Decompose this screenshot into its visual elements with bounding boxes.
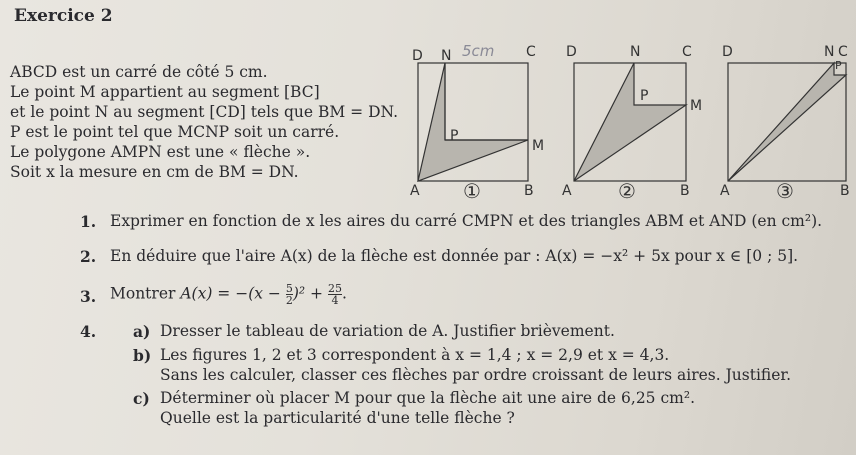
- q3-frac2: [328, 283, 342, 306]
- intro-line-3: et le point N au segment [CD] tels que BM = DN.: [10, 103, 399, 121]
- q3-lead: Montrer: [110, 284, 181, 303]
- fig2-label-b: B: [680, 183, 690, 199]
- q3-expr: A(x) = −(x −: [180, 284, 286, 303]
- fig1-label-p: P: [450, 128, 459, 144]
- q4a-text: Dresser le tableau de variation de A. Justifier brièvement.: [160, 322, 615, 340]
- q4b-text-2: Sans les calculer, classer ces flèches par ordre croissant de leurs aires. Justifier.: [160, 366, 792, 384]
- q3-end: .: [341, 284, 347, 303]
- q4b-text-1: Les figures 1, 2 et 3 correspondent à x = 1,4 ; x = 2,9 et x = 4,3.: [160, 346, 670, 364]
- q3-number: 3.: [80, 287, 97, 306]
- q1-text: Exprimer en fonction de x les aires du carré CMPN et des triangles ABM et AND (en cm²).: [110, 212, 823, 230]
- intro-line-5: Le polygone AMPN est une « flèche ».: [10, 143, 311, 161]
- intro-line-1: ABCD est un carré de côté 5 cm.: [10, 63, 268, 81]
- q3-expr-mid: )² +: [292, 284, 328, 303]
- q4-number: 4.: [80, 322, 97, 341]
- fig1-label-a: A: [410, 183, 420, 199]
- fig1-label-d: D: [412, 48, 423, 64]
- q3-frac1: [286, 283, 293, 306]
- intro-line-2: Le point M appartient au segment [BC]: [10, 83, 320, 101]
- q4c-text-1: Déterminer où placer M pour que la flèche ait une aire de 6,25 cm².: [160, 389, 695, 407]
- fig1-annotation: 5cm: [462, 42, 495, 60]
- fig3-label-a: A: [720, 183, 730, 199]
- q3-frac1-num: 5: [285, 282, 293, 295]
- fig2-number: ②: [618, 179, 636, 203]
- fig3-label-b: B: [840, 183, 850, 199]
- fig2-label-a: A: [562, 183, 572, 199]
- q4c-text-2: Quelle est la particularité d'une telle flèche ?: [160, 409, 515, 427]
- fig2-label-c: C: [682, 44, 692, 60]
- fig1-number: ①: [463, 179, 481, 203]
- intro-line-6: Soit x la mesure en cm de BM = DN.: [10, 163, 299, 181]
- exercise-title: Exercice 2: [14, 6, 113, 26]
- fig2-label-d: D: [566, 44, 577, 60]
- fig3-label-d: D: [722, 44, 733, 60]
- fig2-label-n: N: [630, 44, 641, 60]
- q2-number: 2.: [80, 247, 97, 266]
- q3-frac2-den: 4: [331, 294, 339, 307]
- fig2-label-p: P: [640, 88, 649, 104]
- fig2-label-m: M: [690, 98, 703, 114]
- fig3-label-p: P: [835, 59, 842, 72]
- fig1-label-b: B: [524, 183, 534, 199]
- q1-number: 1.: [80, 212, 97, 231]
- q3-text: [110, 283, 347, 306]
- fig1-label-n: N: [441, 48, 452, 64]
- fig1-label-m: M: [532, 138, 545, 154]
- q4b-label: b): [133, 346, 152, 365]
- q3-frac1-den: 2: [285, 294, 293, 307]
- q4a-label: a): [133, 322, 151, 341]
- q4c-label: c): [133, 389, 150, 408]
- intro-line-4: P est le point tel que MCNP soit un carré.: [10, 123, 340, 141]
- q2-text: En déduire que l'aire A(x) de la flèche est donnée par : A(x) = −x² + 5x pour x ∈ [0 ; 5].: [110, 247, 799, 265]
- fig3-label-n: N: [824, 44, 835, 60]
- q3-frac2-num: 25: [327, 282, 342, 295]
- fig3-label-c: C: [838, 44, 848, 60]
- fig3-number: ③: [776, 179, 794, 203]
- fig1-label-c: C: [526, 44, 536, 60]
